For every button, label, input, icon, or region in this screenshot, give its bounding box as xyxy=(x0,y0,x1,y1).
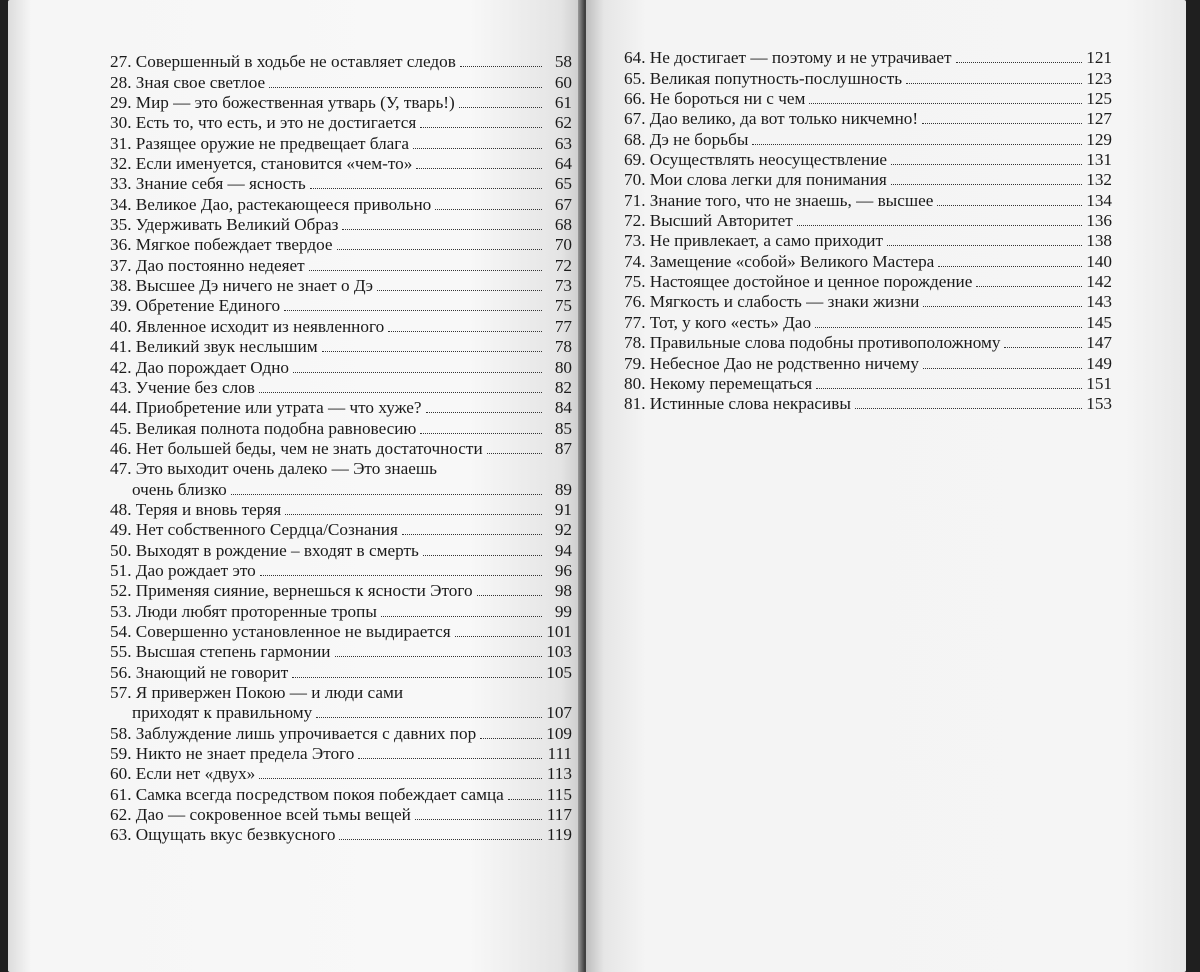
toc-entry xyxy=(110,72,572,92)
toc-entry-page-number: 77 xyxy=(554,316,572,336)
toc-entry-title: 32. Если именуется, становится «чем-то» xyxy=(110,154,413,174)
dot-leader xyxy=(416,168,542,169)
toc-entry xyxy=(110,622,572,642)
toc-entry xyxy=(110,316,572,336)
toc-entry-page-number: 85 xyxy=(554,418,572,438)
toc-entry xyxy=(110,255,572,275)
dot-leader xyxy=(381,616,542,617)
toc-entry-page-number: 119 xyxy=(546,825,572,845)
dot-leader xyxy=(413,148,542,149)
toc-entry xyxy=(624,48,1112,68)
dot-leader xyxy=(435,209,542,210)
toc-entry-title: 31. Разящее оружие не предвещает блага xyxy=(110,133,409,153)
toc-entry-title: 50. Выходят в рождение – входят в смерть xyxy=(110,540,419,560)
toc-entry xyxy=(110,459,572,500)
toc-entry-title: 56. Знающий не говорит xyxy=(110,662,289,682)
dot-leader xyxy=(420,127,542,128)
dot-leader xyxy=(956,62,1083,63)
dot-leader xyxy=(292,677,542,678)
toc-entry xyxy=(110,357,572,377)
toc-entry-title: 30. Есть то, что есть, и это не достигается xyxy=(110,113,417,133)
toc-entry xyxy=(110,418,572,438)
dot-leader xyxy=(420,433,542,434)
toc-entry-page-number: 125 xyxy=(1086,89,1112,109)
dot-leader xyxy=(284,310,542,311)
toc-entry-title: 48. Теряя и вновь теряя xyxy=(110,499,282,519)
toc-entry-title: 42. Дао порождает Одно xyxy=(110,357,289,377)
dot-leader xyxy=(460,66,542,67)
dot-leader xyxy=(358,758,542,759)
toc-entry-page-number: 63 xyxy=(554,133,572,153)
dot-leader xyxy=(976,286,1082,287)
toc-entry-page-number: 153 xyxy=(1086,394,1112,414)
toc-entry-page-number: 64 xyxy=(554,154,572,174)
dot-leader xyxy=(906,83,1082,84)
toc-entry-title: 79. Небесное Дао не родственно ничему xyxy=(624,353,919,373)
toc-entry xyxy=(624,211,1112,231)
toc-entry xyxy=(624,89,1112,109)
toc-entry-page-number: 123 xyxy=(1086,68,1112,88)
dot-leader xyxy=(339,839,542,840)
toc-entry-title: 60. Если нет «двух» xyxy=(110,764,256,784)
toc-entry xyxy=(110,337,572,357)
toc-entry-title: 45. Великая полнота подобна равновесию xyxy=(110,418,417,438)
dot-leader xyxy=(293,372,542,373)
toc-entry-page-number: 62 xyxy=(554,113,572,133)
dot-leader xyxy=(891,184,1082,185)
dot-leader xyxy=(887,245,1082,246)
toc-entry xyxy=(110,235,572,255)
toc-entry-page-number: 98 xyxy=(554,581,572,601)
dot-leader xyxy=(891,164,1082,165)
toc-entry-title: 59. Никто не знает предела Этого xyxy=(110,744,355,764)
toc-entry-page-number: 70 xyxy=(554,235,572,255)
toc-entry xyxy=(110,805,572,825)
toc-entry xyxy=(110,581,572,601)
toc-entry-page-number: 82 xyxy=(554,377,572,397)
toc-entry-title: 66. Не бороться ни с чем xyxy=(624,89,806,109)
dot-leader xyxy=(459,107,542,108)
toc-entry-title: 28. Зная свое светлое xyxy=(110,72,266,92)
dot-leader xyxy=(487,453,542,454)
toc-entry-title: 67. Дао велико, да вот только никчемно! xyxy=(624,109,919,129)
dot-leader xyxy=(337,249,542,250)
toc-entry xyxy=(624,170,1112,190)
toc-entry-title: 70. Мои слова легки для понимания xyxy=(624,170,887,190)
toc-entry xyxy=(110,723,572,743)
toc-entry-title: 71. Знание того, что не знаешь, — высшее xyxy=(624,190,934,210)
toc-entry xyxy=(110,439,572,459)
toc-entry-page-number: 75 xyxy=(554,296,572,316)
toc-entry-page-number: 142 xyxy=(1086,272,1112,292)
toc-entry-page-number: 65 xyxy=(554,174,572,194)
dot-leader xyxy=(259,778,542,779)
toc-entry-page-number: 131 xyxy=(1086,150,1112,170)
toc-entry-title: 44. Приобретение или утрата — что хуже? xyxy=(110,398,422,418)
toc-entry xyxy=(624,312,1112,332)
toc-entry-title: 40. Явленное исходит из неявленного xyxy=(110,316,385,336)
toc-entry-title: 72. Высший Авторитет xyxy=(624,211,793,231)
toc-entry xyxy=(110,93,572,113)
dot-leader xyxy=(231,494,542,495)
dot-leader xyxy=(423,555,542,556)
toc-entry-page-number: 134 xyxy=(1086,190,1112,210)
toc-entry-title: 78. Правильные слова подобны противоположному xyxy=(624,333,1001,353)
dot-leader xyxy=(816,388,1082,389)
toc-entry-page-number: 149 xyxy=(1086,353,1112,373)
toc-entry-page-number: 101 xyxy=(546,621,572,641)
toc-entry-title: 27. Совершенный в ходьбе не оставляет следов xyxy=(110,52,456,72)
toc-entry-title: 81. Истинные слова некрасивы xyxy=(624,394,851,414)
toc-entry-title: 62. Дао — сокровенное всей тьмы вещей xyxy=(110,805,411,825)
dot-leader xyxy=(480,738,542,739)
toc-entry-title: 80. Некому перемещаться xyxy=(624,373,813,393)
toc-entry-title-continuation: очень близко xyxy=(132,479,227,499)
toc-entry-page-number: 109 xyxy=(546,723,572,743)
toc-entry-page-number: 89 xyxy=(554,479,572,499)
toc-entry-title: 35. Удерживать Великий Образ xyxy=(110,215,339,235)
toc-entry xyxy=(110,378,572,398)
dot-leader xyxy=(815,327,1082,328)
toc-entry-page-number: 107 xyxy=(546,703,572,723)
toc-entry-title: 69. Осуществлять неосуществление xyxy=(624,150,888,170)
toc-entry-page-number: 127 xyxy=(1086,109,1112,129)
dot-leader xyxy=(415,819,542,820)
toc-entry-title: 34. Великое Дао, растекающееся привольно xyxy=(110,194,432,214)
dot-leader xyxy=(402,534,542,535)
toc-entry xyxy=(624,129,1112,149)
toc-entry xyxy=(110,601,572,621)
toc-entry-page-number: 92 xyxy=(554,520,572,540)
dot-leader xyxy=(310,188,542,189)
toc-entry-page-number: 113 xyxy=(546,764,572,784)
toc-entry-title-continuation: приходят к правильному xyxy=(132,703,313,723)
toc-entry xyxy=(110,194,572,214)
toc-entry-page-number: 138 xyxy=(1086,231,1112,251)
toc-entry xyxy=(110,540,572,560)
toc-entry xyxy=(110,215,572,235)
toc-entry-title: 58. Заблуждение лишь упрочивается с давних пор xyxy=(110,723,477,743)
toc-entry-page-number: 94 xyxy=(554,540,572,560)
toc-entry-title: 61. Самка всегда посредством покоя побеждает самца xyxy=(110,784,504,804)
toc-entry xyxy=(110,683,572,724)
toc-entry-title: 49. Нет собственного Сердца/Сознания xyxy=(110,520,398,540)
dot-leader xyxy=(1004,347,1082,348)
dot-leader xyxy=(309,270,542,271)
toc-entry-page-number: 68 xyxy=(554,215,572,235)
dot-leader xyxy=(335,656,543,657)
toc-entry-page-number: 143 xyxy=(1086,292,1112,312)
toc-entry-page-number: 105 xyxy=(546,662,572,682)
toc-entry-page-number: 129 xyxy=(1086,129,1112,149)
toc-entry xyxy=(110,764,572,784)
toc-entry-title: 77. Тот, у кого «есть» Дао xyxy=(624,312,812,332)
toc-entry-page-number: 60 xyxy=(554,72,572,92)
toc-entry xyxy=(110,154,572,174)
dot-leader xyxy=(922,123,1082,124)
toc-entry-title: 29. Мир — это божественная утварь (У, тварь!) xyxy=(110,93,455,113)
toc-entry-page-number: 73 xyxy=(554,276,572,296)
toc-entry xyxy=(110,398,572,418)
toc-entry xyxy=(110,825,572,845)
toc-entry-title: 33. Знание себя — ясность xyxy=(110,174,306,194)
toc-entry xyxy=(110,113,572,133)
toc-entry-title: 74. Замещение «собой» Великого Мастера xyxy=(624,251,935,271)
dot-leader xyxy=(752,144,1082,145)
toc-entry-title: 53. Люди любят проторенные тропы xyxy=(110,601,377,621)
toc-entry xyxy=(110,133,572,153)
dot-leader xyxy=(809,103,1082,104)
toc-entry-page-number: 67 xyxy=(554,194,572,214)
toc-entry-title: 65. Великая попутность-послушность xyxy=(624,68,903,88)
toc-entry xyxy=(110,296,572,316)
toc-entry xyxy=(110,784,572,804)
toc-entry xyxy=(110,520,572,540)
toc-entry-page-number: 115 xyxy=(546,784,572,804)
toc-entry-title: 76. Мягкость и слабость — знаки жизни xyxy=(624,292,920,312)
toc-entry-title: 37. Дао постоянно недеяет xyxy=(110,255,305,275)
toc-entry-page-number: 96 xyxy=(554,560,572,580)
dot-leader xyxy=(377,290,542,291)
dot-leader xyxy=(923,306,1082,307)
dot-leader xyxy=(322,351,542,352)
toc-entry-page-number: 78 xyxy=(554,337,572,357)
left-page xyxy=(8,0,584,972)
toc-entry-page-number: 132 xyxy=(1086,170,1112,190)
toc-entry-title: 57. Я привержен Покою — и люди сами xyxy=(110,682,404,702)
dot-leader xyxy=(260,575,542,576)
toc-entry xyxy=(624,394,1112,414)
toc-entry-title: 75. Настоящее достойное и ценное порождение xyxy=(624,272,973,292)
toc-entry-title: 73. Не привлекает, а само приходит xyxy=(624,231,884,251)
toc-entry-page-number: 80 xyxy=(554,357,572,377)
dot-leader xyxy=(855,408,1082,409)
toc-entry xyxy=(624,333,1112,353)
dot-leader xyxy=(923,368,1082,369)
toc-entry xyxy=(624,150,1112,170)
toc-entry-page-number: 121 xyxy=(1086,48,1112,68)
toc-entry xyxy=(624,251,1112,271)
toc-entry xyxy=(110,561,572,581)
toc-entry xyxy=(110,52,572,72)
toc-entry-title: 63. Ощущать вкус безвкусного xyxy=(110,825,336,845)
toc-entry-title: 54. Совершенно установленное не выдирается xyxy=(110,621,451,641)
dot-leader xyxy=(937,205,1082,206)
toc-entry-page-number: 58 xyxy=(554,52,572,72)
dot-leader xyxy=(455,636,542,637)
toc-entry xyxy=(110,662,572,682)
toc-entry-title: 43. Учение без слов xyxy=(110,377,255,397)
dot-leader xyxy=(426,412,542,413)
right-page xyxy=(586,0,1186,972)
dot-leader xyxy=(316,717,542,718)
toc-entry-page-number: 151 xyxy=(1086,373,1112,393)
toc-entry-title: 41. Великий звук неслышим xyxy=(110,337,318,357)
dot-leader xyxy=(342,229,542,230)
toc-entry-title: 36. Мягкое побеждает твердое xyxy=(110,235,333,255)
toc-entry-title: 38. Высшее Дэ ничего не знает о Дэ xyxy=(110,276,373,296)
toc-entry-page-number: 145 xyxy=(1086,312,1112,332)
toc-entry-title: 52. Применяя сияние, вернешься к ясности Этого xyxy=(110,581,473,601)
toc-entry-page-number: 111 xyxy=(547,744,572,764)
toc-entry xyxy=(110,174,572,194)
toc-entry-title: 55. Высшая степень гармонии xyxy=(110,642,331,662)
toc-entry-page-number: 87 xyxy=(554,438,572,458)
toc-entry-page-number: 136 xyxy=(1086,211,1112,231)
toc-entry xyxy=(624,292,1112,312)
toc-entry xyxy=(624,374,1112,394)
toc-right-list xyxy=(624,48,1112,414)
dot-leader xyxy=(938,266,1082,267)
toc-entry-title: 46. Нет большей беды, чем не знать достаточности xyxy=(110,438,483,458)
dot-leader xyxy=(259,392,542,393)
toc-entry xyxy=(110,642,572,662)
toc-entry-page-number: 91 xyxy=(554,499,572,519)
toc-entry-page-number: 140 xyxy=(1086,251,1112,271)
toc-entry xyxy=(624,272,1112,292)
toc-entry-title: 64. Не достигает — поэтому и не утрачивает xyxy=(624,48,952,68)
toc-entry xyxy=(624,68,1112,88)
toc-entry-page-number: 84 xyxy=(554,398,572,418)
toc-entry-page-number: 147 xyxy=(1086,333,1112,353)
toc-entry-page-number: 103 xyxy=(546,642,572,662)
toc-entry-page-number: 117 xyxy=(546,805,572,825)
toc-left-list xyxy=(110,52,572,845)
dot-leader xyxy=(508,799,542,800)
toc-entry xyxy=(110,500,572,520)
toc-entry-title: 39. Обретение Единого xyxy=(110,296,281,316)
toc-entry-title: 68. Дэ не борьбы xyxy=(624,129,749,149)
toc-entry-title: 51. Дао рождает это xyxy=(110,560,256,580)
dot-leader xyxy=(285,514,542,515)
toc-entry-page-number: 99 xyxy=(554,601,572,621)
toc-entry xyxy=(110,744,572,764)
toc-entry-title: 47. Это выходит очень далеко — Это знаешь xyxy=(110,458,437,478)
dot-leader xyxy=(477,595,542,596)
toc-entry xyxy=(624,109,1112,129)
toc-entry xyxy=(110,276,572,296)
toc-entry xyxy=(624,190,1112,210)
toc-entry-page-number: 72 xyxy=(554,255,572,275)
dot-leader xyxy=(269,87,542,88)
toc-entry xyxy=(624,231,1112,251)
dot-leader xyxy=(388,331,542,332)
dot-leader xyxy=(797,225,1082,226)
toc-entry-page-number: 61 xyxy=(554,93,572,113)
toc-entry xyxy=(624,353,1112,373)
